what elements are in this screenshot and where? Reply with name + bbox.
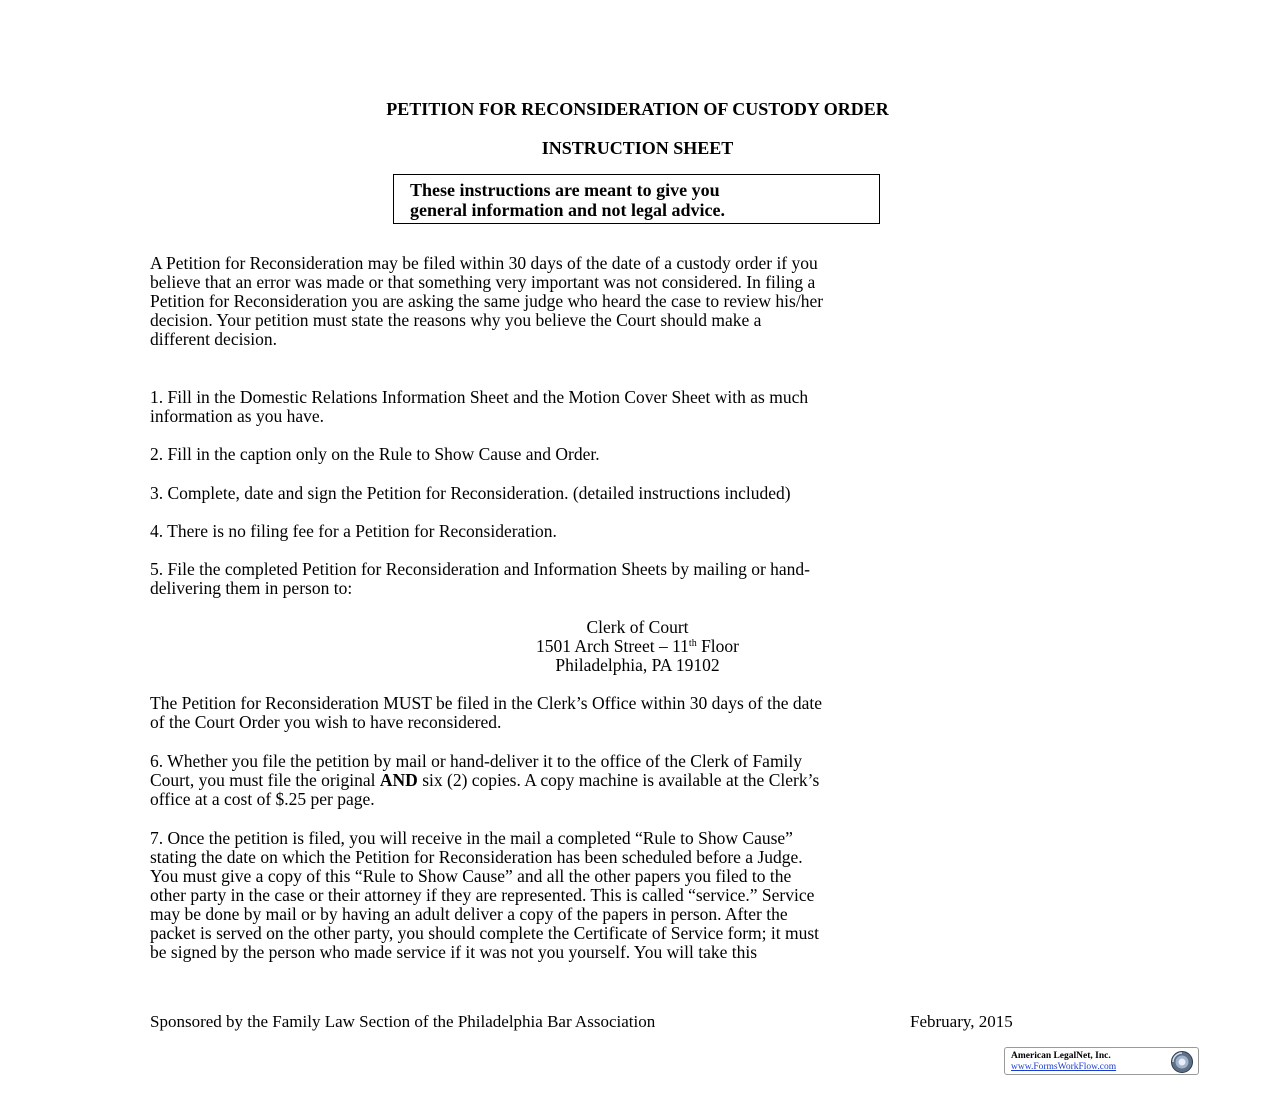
disclaimer-line-1: These instructions are meant to give you [410,180,720,200]
clerk-address [0,618,1275,675]
address-street [0,637,1275,656]
step-1-line: 1. Fill in the Domestic Relations Information Sheet and the Motion Cover Sheet with as much [150,387,809,407]
intro-line: A Petition for Reconsideration may be filed within 30 days of the date of a custody order if you [150,253,818,273]
address-city: Philadelphia, PA 19102 [555,655,720,675]
document-title: PETITION FOR RECONSIDERATION OF CUSTODY ORDER [386,99,889,119]
step-7-line: stating the date on which the Petition for Reconsideration has been scheduled before a Judge. [150,847,803,867]
step-1 [150,388,1135,426]
badge-company: American LegalNet, Inc. [1011,1051,1111,1061]
step-6-line-2-pre: Court, you must file the original [150,770,380,790]
deadline-paragraph [150,694,1135,732]
step-1-line: information as you have. [150,406,324,426]
legalnet-badge[interactable] [1004,1047,1199,1075]
step-7 [150,829,1135,962]
footer-sponsor: Sponsored by the Family Law Section of the Philadelphia Bar Association [150,1012,656,1031]
footer-date: February, 2015 [910,1012,1013,1031]
document-subtitle: INSTRUCTION SHEET [541,138,734,158]
address-street-text: 1501 Arch Street – 11 [535,636,689,656]
step-6-line-2-post: six (2) copies. A copy machine is available at the Clerk’s [417,770,820,790]
deadline-line: The Petition for Reconsideration MUST be filed in the Clerk’s Office within 30 days of the date [150,693,822,713]
step-5-line: 5. File the completed Petition for Reconsideration and Information Sheets by mailing or hand- [150,559,810,579]
globe-logo-icon [1170,1050,1194,1074]
deadline-line: of the Court Order you wish to have reconsidered. [150,712,502,732]
intro-line: Petition for Reconsideration you are asking the same judge who heard the case to review his/her [150,291,824,311]
address-street-sup: th [688,638,697,649]
step-7-line: You must give a copy of this “Rule to Show Cause” and all the other papers you filed to the [150,866,792,886]
intro-line: believe that an error was made or that something very important was not considered. In filing a [150,272,816,292]
step-6 [150,752,1135,809]
disclaimer-line-2: general information and not legal advice. [410,200,725,220]
step-4-line: 4. There is no filing fee for a Petition for Reconsideration. [150,521,557,541]
address-street-end: Floor [696,636,740,656]
intro-line: different decision. [150,329,277,349]
step-7-line: packet is served on the other party, you should complete the Certificate of Service form; it must [150,923,820,943]
step-6-line-2 [150,771,1135,790]
step-4 [150,522,1135,541]
intro-line: decision. Your petition must state the reasons why you believe the Court should make a [150,310,762,330]
step-6-line-1: 6. Whether you file the petition by mail or hand-deliver it to the office of the Clerk of Family [150,751,803,771]
intro-paragraph [150,254,1135,349]
disclaimer-box [393,174,880,224]
step-7-line: may be done by mail or by having an adult deliver a copy of the papers in person. After the [150,904,788,924]
step-6-line-3: office at a cost of $.25 per page. [150,789,375,809]
step-6-line-2-bold: AND [379,770,418,790]
step-7-line: other party in the case or their attorney if they are represented. This is called “service.” Service [150,885,815,905]
step-3-line: 3. Complete, date and sign the Petition for Reconsideration. (detailed instructions included) [150,483,791,503]
step-2-line: 2. Fill in the caption only on the Rule to Show Cause and Order. [150,444,600,464]
step-7-line: 7. Once the petition is filed, you will receive in the mail a completed “Rule to Show Cause” [150,828,793,848]
step-2 [150,445,1135,464]
step-5 [150,560,1135,598]
step-7-line: be signed by the person who made service if it was not you yourself. You will take this [150,942,758,962]
address-name: Clerk of Court [586,617,689,637]
badge-url-link[interactable]: www.FormsWorkFlow.com [1011,1062,1117,1072]
step-3 [150,484,1135,503]
step-5-line: delivering them in person to: [150,578,353,598]
